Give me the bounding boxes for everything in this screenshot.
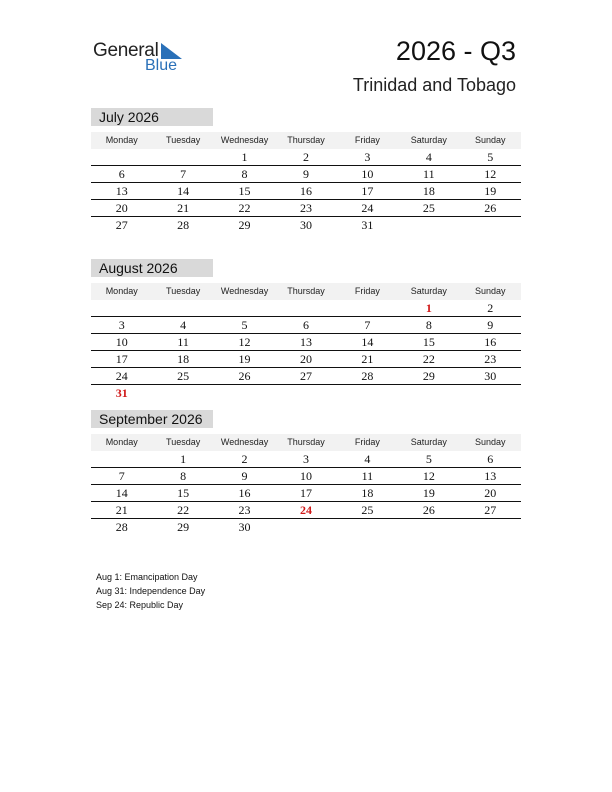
day-cell: 13: [484, 469, 497, 483]
empty-day-cell: [337, 385, 398, 401]
day-cell: 20: [299, 352, 312, 366]
day-cell: 12: [484, 167, 497, 181]
day-cell: 28: [361, 369, 374, 383]
empty-day-cell: [152, 149, 213, 165]
day-cell: 3: [364, 150, 371, 164]
day-cell: 30: [484, 369, 497, 383]
month-september: [91, 410, 521, 535]
weekday-label: Tuesday: [166, 437, 201, 447]
day-cell: 6: [487, 452, 494, 466]
day-cell: 7: [364, 318, 371, 332]
weekday-label: Friday: [354, 135, 380, 145]
day-cell: 25: [177, 369, 190, 383]
logo-general-text: General: [93, 40, 159, 61]
month-title: September 2026: [91, 410, 213, 428]
week-row: [91, 519, 521, 535]
day-cell: 10: [361, 167, 374, 181]
weekday-label: Saturday: [410, 135, 447, 145]
day-cell: 9: [302, 167, 309, 181]
day-cell: 7: [180, 167, 187, 181]
day-cell: 15: [422, 335, 435, 349]
day-cell: 21: [177, 201, 190, 215]
day-cell: 26: [422, 503, 435, 517]
holiday-note: Aug 31: Independence Day: [96, 586, 206, 596]
weekday-label: Tuesday: [166, 286, 201, 296]
weekday-header-row: [91, 283, 521, 300]
day-cell: 26: [238, 369, 251, 383]
month-title: July 2026: [91, 108, 213, 126]
week-row: [91, 334, 521, 351]
empty-day-cell: [460, 385, 521, 401]
day-cell: 19: [484, 184, 497, 198]
weekday-label: Wednesday: [220, 286, 269, 296]
empty-day-cell: [275, 385, 336, 401]
week-row: [91, 351, 521, 368]
empty-day-cell: [275, 300, 336, 316]
day-cell: 1: [241, 150, 248, 164]
week-row: [91, 183, 521, 200]
empty-day-cell: [398, 519, 459, 535]
day-cell: 18: [177, 352, 190, 366]
day-cell: 11: [361, 469, 374, 483]
weekday-label: Tuesday: [166, 135, 201, 145]
weekday-label: Wednesday: [220, 437, 269, 447]
day-cell: 3: [118, 318, 125, 332]
day-cell: 14: [115, 486, 128, 500]
day-cell: 2: [302, 150, 309, 164]
day-cell: 28: [115, 520, 128, 534]
empty-day-cell: [460, 519, 521, 535]
week-row: [91, 166, 521, 183]
day-cell: 16: [238, 486, 251, 500]
day-cell: 8: [180, 469, 187, 483]
day-cell: 13: [115, 184, 128, 198]
day-cell: 5: [487, 150, 494, 164]
weekday-label: Sunday: [474, 437, 506, 447]
day-cell: 3: [302, 452, 309, 466]
holiday-notes: [96, 570, 205, 612]
day-cell: 29: [422, 369, 435, 383]
empty-day-cell: [398, 217, 459, 233]
day-cell: 4: [364, 452, 371, 466]
day-cell: 16: [299, 184, 312, 198]
empty-day-cell: [337, 519, 398, 535]
weekday-header-row: [91, 434, 521, 451]
day-cell: 20: [484, 486, 497, 500]
empty-day-cell: [214, 385, 275, 401]
week-row: [91, 502, 521, 519]
page-title: 2026 - Q3: [395, 36, 516, 66]
day-cell: 2: [241, 452, 248, 466]
day-cell: 23: [299, 201, 312, 215]
empty-day-cell: [91, 451, 152, 467]
day-cell: 27: [484, 503, 497, 517]
weekday-label: Saturday: [410, 286, 447, 296]
day-cell: 10: [299, 469, 312, 483]
day-cell: 8: [425, 318, 432, 332]
empty-day-cell: [152, 300, 213, 316]
month-title: August 2026: [91, 259, 213, 277]
day-cell: 12: [422, 469, 435, 483]
holiday-day-cell: 31: [115, 386, 128, 400]
day-cell: 23: [238, 503, 251, 517]
day-cell: 28: [177, 218, 190, 232]
day-cell: 29: [177, 520, 190, 534]
holiday-note: Sep 24: Republic Day: [96, 600, 184, 610]
holiday-day-cell: 1: [425, 301, 432, 315]
day-cell: 22: [422, 352, 435, 366]
week-row: [91, 317, 521, 334]
empty-day-cell: [275, 519, 336, 535]
day-cell: 30: [299, 218, 312, 232]
day-cell: 7: [118, 469, 125, 483]
weekday-label: Wednesday: [220, 135, 269, 145]
weekday-header-row: [91, 132, 521, 149]
day-cell: 17: [361, 184, 374, 198]
day-cell: 4: [425, 150, 432, 164]
holiday-day-cell: 24: [299, 503, 312, 517]
day-cell: 1: [180, 452, 187, 466]
empty-day-cell: [91, 300, 152, 316]
day-cell: 4: [180, 318, 187, 332]
day-cell: 18: [361, 486, 374, 500]
week-row: [91, 485, 521, 502]
country-name: Trinidad and Tobago: [352, 75, 516, 95]
day-cell: 11: [423, 167, 435, 181]
month-august: [91, 259, 521, 401]
day-cell: 17: [299, 486, 312, 500]
day-cell: 24: [361, 201, 374, 215]
empty-day-cell: [337, 300, 398, 316]
day-cell: 17: [115, 352, 128, 366]
day-cell: 21: [361, 352, 374, 366]
day-cell: 30: [238, 520, 251, 534]
day-cell: 23: [484, 352, 497, 366]
week-row: [91, 300, 521, 317]
empty-day-cell: [91, 149, 152, 165]
holiday-note: Aug 1: Emancipation Day: [96, 572, 198, 582]
day-cell: 27: [115, 218, 128, 232]
day-cell: 8: [241, 167, 248, 181]
week-row: [91, 200, 521, 217]
day-cell: 5: [241, 318, 248, 332]
day-cell: 12: [238, 335, 251, 349]
weekday-label: Thursday: [287, 437, 325, 447]
empty-day-cell: [214, 300, 275, 316]
day-cell: 27: [299, 369, 312, 383]
logo-blue-text: Blue: [145, 57, 178, 74]
day-cell: 14: [177, 184, 190, 198]
day-cell: 15: [177, 486, 190, 500]
day-cell: 16: [484, 335, 497, 349]
day-cell: 22: [238, 201, 251, 215]
weekday-label: Sunday: [474, 286, 506, 296]
day-cell: 31: [361, 218, 374, 232]
empty-day-cell: [398, 385, 459, 401]
day-cell: 25: [361, 503, 374, 517]
week-row: [91, 468, 521, 485]
day-cell: 25: [422, 201, 435, 215]
day-cell: 9: [487, 318, 494, 332]
weekday-label: Thursday: [287, 286, 325, 296]
weekday-label: Thursday: [287, 135, 325, 145]
weekday-label: Sunday: [474, 135, 506, 145]
day-cell: 24: [115, 369, 128, 383]
day-cell: 6: [302, 318, 309, 332]
weekday-label: Monday: [105, 286, 138, 296]
weekday-label: Monday: [105, 135, 138, 145]
day-cell: 18: [422, 184, 435, 198]
week-row: [91, 217, 521, 233]
week-row: [91, 368, 521, 385]
day-cell: 2: [487, 301, 494, 315]
weekday-label: Friday: [354, 437, 380, 447]
week-row: [91, 451, 521, 468]
week-row: [91, 149, 521, 166]
generalblue-logo: [93, 40, 193, 80]
weekday-label: Monday: [105, 437, 138, 447]
empty-day-cell: [152, 385, 213, 401]
weekday-label: Saturday: [410, 437, 447, 447]
month-july: [91, 108, 521, 233]
day-cell: 26: [484, 201, 497, 215]
day-cell: 22: [177, 503, 190, 517]
weekday-label: Friday: [354, 286, 380, 296]
day-cell: 19: [238, 352, 251, 366]
week-row: [91, 385, 521, 401]
day-cell: 14: [361, 335, 374, 349]
day-cell: 29: [238, 218, 251, 232]
day-cell: 11: [177, 335, 189, 349]
day-cell: 19: [422, 486, 435, 500]
day-cell: 21: [115, 503, 128, 517]
day-cell: 9: [241, 469, 248, 483]
day-cell: 6: [118, 167, 125, 181]
day-cell: 5: [425, 452, 432, 466]
day-cell: 20: [115, 201, 128, 215]
empty-day-cell: [460, 217, 521, 233]
day-cell: 10: [115, 335, 128, 349]
day-cell: 13: [299, 335, 312, 349]
day-cell: 15: [238, 184, 251, 198]
